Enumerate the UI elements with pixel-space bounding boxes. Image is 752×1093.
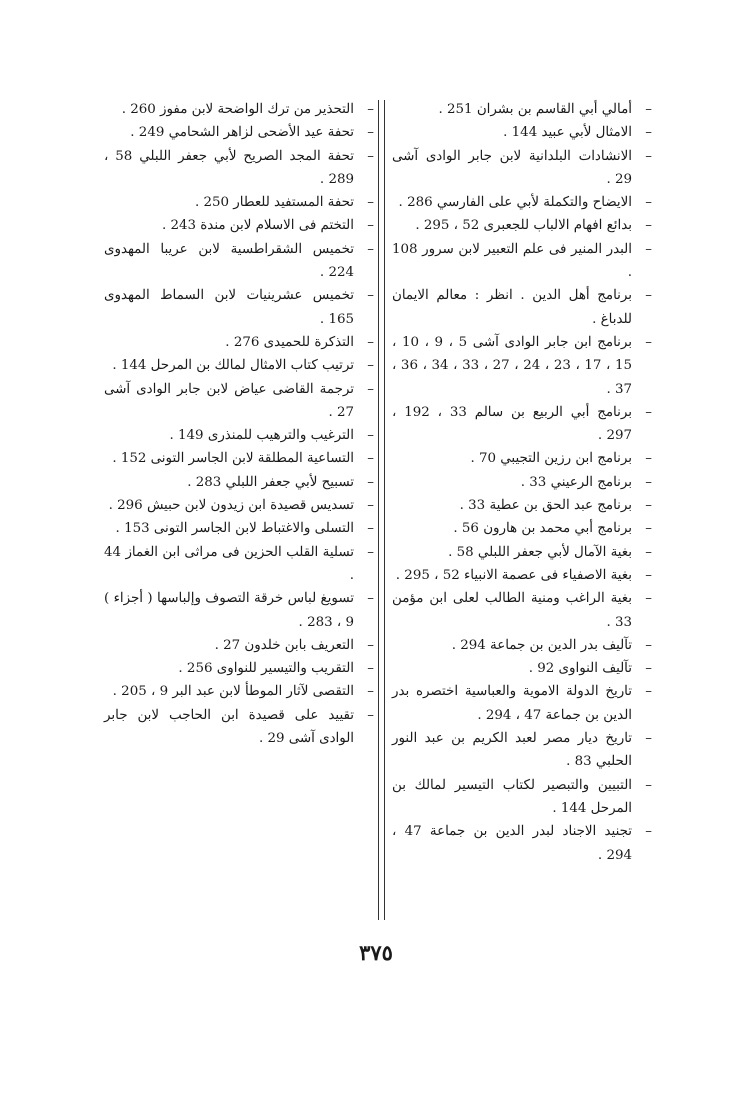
index-entry: – بدائع افهام الالباب للجعبرى 52 ، 295 .	[392, 214, 654, 237]
index-entry: – تقييد على قصيدة ابن الحاجب لابن جابر الوادى آشى 29 .	[104, 704, 376, 751]
index-entry: – التختم فى الاسلام لابن مندة 243 .	[104, 214, 376, 237]
index-entry: – تسلية القلب الحزين فى مراثى ابن الغماز 44 .	[104, 541, 376, 588]
index-entry: – تخميس الشقراطسية لابن عريبا المهدوى 224 .	[104, 238, 376, 285]
index-entry: – تسديس قصيدة ابن زيدون لابن حبيش 296 .	[104, 494, 376, 517]
index-column-left	[104, 98, 376, 750]
index-entry: – التسلى والاغتباط لابن الجاسر التونى 153 .	[104, 517, 376, 540]
index-entry: – التحذير من ترك الواضحة لابن مفوز 260 .	[104, 98, 376, 121]
index-entry: – تجنيد الاجناد لبدر الدين بن جماعة 47 ، 294 .	[392, 820, 654, 867]
index-entry: – ترجمة القاضى عياض لابن جابر الوادى آشى 27 .	[104, 378, 376, 425]
index-entry: – التعريف بابن خلدون 27 .	[104, 634, 376, 657]
index-entry: – تاريخ الدولة الاموية والعباسية اختصره بدر الدين بن جماعة 47 ، 294 .	[392, 680, 654, 727]
index-entry: – تسبيح لأبي جعفر اللبلي 283 .	[104, 471, 376, 494]
index-entry: – تآليف بدر الدين بن جماعة 294 .	[392, 634, 654, 657]
page-number: ٣٧٥	[359, 940, 393, 965]
index-entry: – الامثال لأبي عبيد 144 .	[392, 121, 654, 144]
index-entry: – برنامج الرعيني 33 .	[392, 471, 654, 494]
index-entry: – التقصى لآثار الموطأ لابن عبد البر 9 ، 205 .	[104, 680, 376, 703]
index-entry: – الانشادات البلدانية لابن جابر الوادى آشى 29 .	[392, 145, 654, 192]
index-entry: – تحفة المستفيد للعطار 250 .	[104, 191, 376, 214]
index-entry: – التذكرة للحميدى 276 .	[104, 331, 376, 354]
index-entry: – الترغيب والترهيب للمنذرى 149 .	[104, 424, 376, 447]
index-entry: – برنامج ابن رزين التجيبي 70 .	[392, 447, 654, 470]
index-entry: – البدر المنير فى علم التعبير لابن سرور 108 .	[392, 238, 654, 285]
index-entry: – برنامج عبد الحق بن عطية 33 .	[392, 494, 654, 517]
index-entry: – تحفة المجد الصريح لأبي جعفر اللبلي 58 ، 289 .	[104, 145, 376, 192]
index-entry: – بغية الآمال لأبي جعفر اللبلي 58 .	[392, 541, 654, 564]
index-entry: – برنامج أبي محمد بن هارون 56 .	[392, 517, 654, 540]
index-column-right	[392, 98, 654, 867]
index-entry: – تآليف النواوى 92 .	[392, 657, 654, 680]
index-entry: – التقريب والتيسير للنواوى 256 .	[104, 657, 376, 680]
column-divider	[378, 100, 385, 920]
index-entry: – تسويغ لباس خرقة التصوف وإلباسها ( أجزاء ) 9 ، 283 .	[104, 587, 376, 634]
index-entry: – الايضاح والتكملة لأبي على الفارسي 286 .	[392, 191, 654, 214]
index-entry: – برنامج ابن جابر الوادى آشى 5 ، 9 ، 10 ، 15 ، 17 ، 23 ، 24 ، 27 ، 33 ، 34 ، 36 ، 37 .	[392, 331, 654, 401]
index-entry: – تخميس عشرينيات لابن السماط المهدوى 165 .	[104, 284, 376, 331]
index-entry: – بغية الاصفياء فى عصمة الانبياء 52 ، 295 .	[392, 564, 654, 587]
index-entry: – تاريخ ديار مصر لعبد الكريم بن عبد النور الحلبي 83 .	[392, 727, 654, 774]
index-entry: – التبيين والتبصير لكتاب التيسير لمالك بن المرحل 144 .	[392, 774, 654, 821]
index-entry: – بغية الراغب ومنية الطالب لعلى ابن مؤمن 33 .	[392, 587, 654, 634]
index-entry: – ترتيب كتاب الامثال لمالك بن المرحل 144 .	[104, 354, 376, 377]
index-entry: – التساعية المطلقة لابن الجاسر التونى 152 .	[104, 447, 376, 470]
index-entry: – برنامج أبي الربيع بن سالم 33 ، 192 ، 297 .	[392, 401, 654, 448]
index-entry: – برنامج أهل الدين . انظر : معالم الايمان للدباغ .	[392, 284, 654, 331]
index-entry: – أمالي أبي القاسم بن بشران 251 .	[392, 98, 654, 121]
index-entry: – تحفة عيد الأضحى لزاهر الشحامي 249 .	[104, 121, 376, 144]
